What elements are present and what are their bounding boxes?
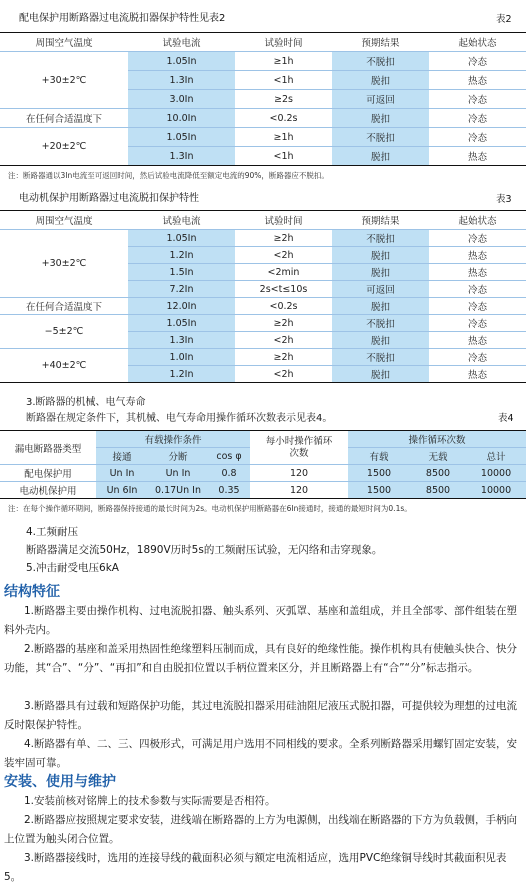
install-heading: 安装、使用与维护 bbox=[4, 774, 116, 790]
table4-sub-header: 无载 bbox=[410, 448, 466, 465]
table4-col-ops: 有载操作条件 bbox=[96, 431, 250, 448]
table4-tag: 表4 bbox=[498, 413, 514, 424]
table-row: 电动机保护用 Un 6In 0.17Un In 0.35 120 1500 8500 10000 bbox=[0, 482, 526, 499]
table-row: 1.2In <2h 脱扣 热态 bbox=[0, 247, 526, 264]
table2-header: 试验电流 bbox=[128, 33, 235, 52]
table-row: +30±2℃ 1.05In ≥1h 不脱扣 冷态 bbox=[0, 52, 526, 71]
table4-col-type: 漏电断路器类型 bbox=[0, 431, 96, 465]
install-paragraph: 3.断路器接线时，选用的连接导线的截面积必须与额定电流相适应，选用PVC绝缘铜导线时其截面积见表5。 bbox=[4, 852, 507, 883]
table3-title: 电动机保护用断路器过电流脱扣保护特性 bbox=[19, 193, 199, 204]
table2-header: 起始状态 bbox=[429, 33, 526, 52]
table4-col-rate: 每小时操作循环次数 bbox=[250, 431, 348, 465]
table-row: 1.2In <2h 脱扣 热态 bbox=[0, 366, 526, 383]
table2-note: 注：断路器通以3In电流至可返回时间，然后试验电流降低至额定电流的90%，断路器应不脱扣。 bbox=[8, 171, 329, 180]
table3-header: 试验电流 bbox=[128, 211, 235, 230]
table4 bbox=[0, 430, 526, 499]
structure-paragraph: 1.断路器主要由操作机构、过电流脱扣器、触头系列、灭弧罩、基座和盖组成，并且全部零、部件组装在塑料外壳内。 bbox=[4, 605, 518, 636]
table4-note: 注：在每个操作循环期间，断路器保持接通的最长时间为2s。电动机保护用断路器在6In接通时，接通的最短时间为0.1s。 bbox=[8, 504, 412, 513]
table-row: +20±2℃ 1.05In ≥1h 不脱扣 冷态 bbox=[0, 128, 526, 147]
table4-col-cycles: 操作循环次数 bbox=[348, 431, 526, 448]
table-row: +30±2℃ 1.05In ≥2h 不脱扣 冷态 bbox=[0, 230, 526, 247]
structure-paragraph: 3.断路器具有过载和短路保护功能，其过电流脱扣器采用硅油阻尼液压式脱扣器，可提供较为理想的过电流反时限保护特性。 bbox=[4, 700, 518, 731]
table-row: +40±2℃ 1.0In ≥2h 不脱扣 冷态 bbox=[0, 349, 526, 366]
table4-sub-header: cos φ bbox=[208, 448, 250, 465]
table-row: 1.3In <1h 脱扣 热态 bbox=[0, 71, 526, 90]
section5-heading: 5.冲击耐受电压6kA bbox=[26, 562, 119, 574]
table3-header: 周围空气温度 bbox=[0, 211, 128, 230]
table-row: −5±2℃ 1.05In ≥2h 不脱扣 冷态 bbox=[0, 315, 526, 332]
section4-text: 断路器满足交流50Hz，1890V历时5s的工频耐压试验，无闪络和击穿现象。 bbox=[26, 544, 383, 556]
table-row: 配电保护用 Un In Un In 0.8 120 1500 8500 10000 bbox=[0, 465, 526, 482]
structure-paragraph: 4.断路器有单、二、三、四极形式，可满足用户选用不同相线的要求。全系列断路器采用螺钉固定安装，安装牢固可靠。 bbox=[4, 738, 518, 769]
structure-heading: 结构特征 bbox=[4, 584, 60, 600]
table4-sub-header: 接通 bbox=[96, 448, 148, 465]
table-row: 1.5In <2min 脱扣 热态 bbox=[0, 264, 526, 281]
section3-intro: 断路器在规定条件下，其机械、电气寿命用操作循环次数表示见表4。 bbox=[26, 413, 333, 424]
table2-header: 试验时间 bbox=[235, 33, 332, 52]
table2-title: 配电保护用断路器过电流脱扣器保护特性见表2 bbox=[19, 13, 226, 24]
install-paragraph: 1.安装前核对铭牌上的技术参数与实际需要是否相符。 bbox=[24, 795, 276, 807]
table4-sub-header: 分断 bbox=[148, 448, 208, 465]
table3-header: 试验时间 bbox=[235, 211, 332, 230]
table-row: 7.2In 2s<t≤10s 可返回 冷态 bbox=[0, 281, 526, 298]
table3-tag: 表3 bbox=[496, 194, 512, 205]
table-row: 在任何合适温度下 12.0In <0.2s 脱扣 冷态 bbox=[0, 298, 526, 315]
install-paragraph: 2.断路器应按照规定要求安装，进线端在断路器的上方为电源侧，出线端在断路器的下方为负载侧，手柄向上位置为触头闭合位置。 bbox=[4, 814, 518, 845]
table-row: 3.0In ≥2s 可返回 冷态 bbox=[0, 90, 526, 109]
structure-paragraph: 2.断路器的基座和盖采用热固性绝缘塑料压制而成，具有良好的绝缘性能。操作机构具有使触头快合、快分功能，其“合”、“分”、“再扣”和自由脱扣位置以手柄位置来区分，并且断路器上有“合”“分”标志指示。 bbox=[4, 643, 518, 674]
table4-sub-header: 有载 bbox=[348, 448, 410, 465]
table4-sub-header: 总计 bbox=[466, 448, 526, 465]
section4-heading: 4.工频耐压 bbox=[26, 526, 79, 538]
section3-heading: 3.断路器的机械、电气寿命 bbox=[26, 397, 146, 408]
table-row: 1.3In <2h 脱扣 热态 bbox=[0, 332, 526, 349]
table2-header: 预期结果 bbox=[332, 33, 429, 52]
table2-header: 周围空气温度 bbox=[0, 33, 128, 52]
table3-header: 起始状态 bbox=[429, 211, 526, 230]
table3 bbox=[0, 210, 526, 383]
table3-header: 预期结果 bbox=[332, 211, 429, 230]
table-row: 在任何合适温度下 10.0In <0.2s 脱扣 冷态 bbox=[0, 109, 526, 128]
table2 bbox=[0, 32, 526, 166]
table-row: 1.3In <1h 脱扣 热态 bbox=[0, 147, 526, 166]
table2-tag: 表2 bbox=[496, 14, 512, 25]
